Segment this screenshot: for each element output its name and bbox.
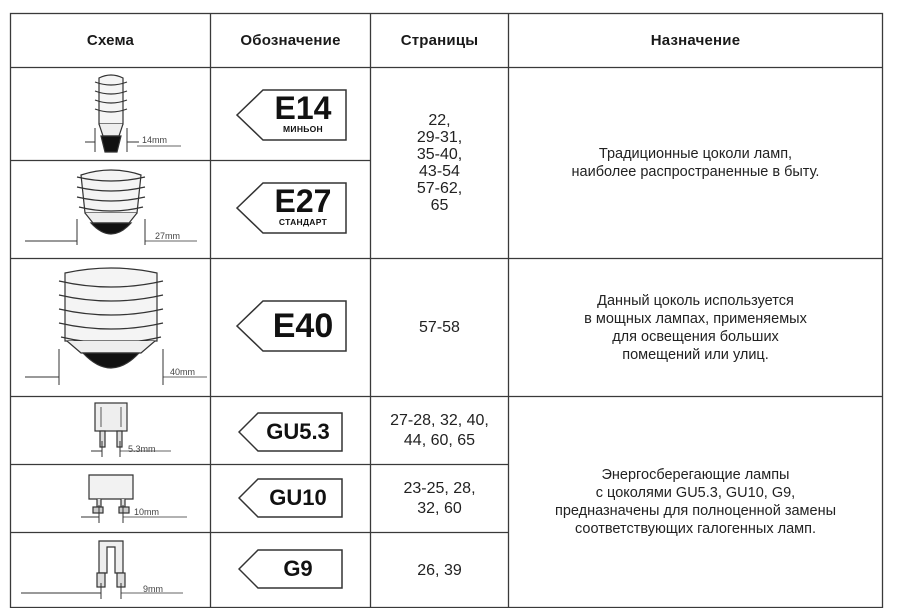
pages-line: 43-54	[419, 163, 460, 180]
pages-line: 65	[430, 197, 449, 214]
pages-e14-e27	[371, 68, 508, 258]
tag-gu53	[238, 412, 344, 452]
e27-dimension: 27mm	[155, 231, 181, 241]
purpose-line: с цоколями GU5.3, GU10, G9,	[595, 485, 796, 501]
pages-line: 32, 60	[417, 499, 462, 517]
pages-line: 57-62,	[416, 180, 463, 197]
tag-g9	[238, 549, 344, 589]
tag-e27	[236, 182, 348, 234]
purpose-line: Энергосберегающие лампы	[601, 467, 790, 483]
tag-e40	[236, 300, 348, 352]
tag-g9-label: G9	[283, 556, 313, 581]
g9-base-icon	[11, 533, 210, 607]
tag-gu10-label: GU10	[269, 485, 327, 510]
header-pages: Страницы	[400, 32, 479, 49]
e14-dimension: 14mm	[142, 135, 168, 145]
pages-line: 29-31,	[416, 129, 463, 146]
tag-gu53-label: GU5.3	[266, 419, 330, 444]
pages-gu53	[371, 397, 508, 464]
purpose-e40	[509, 259, 882, 396]
pages-line: 35-40,	[416, 146, 463, 163]
purpose-line: для освещения больших	[612, 328, 779, 345]
tag-e27-label: E27	[274, 183, 332, 219]
pages-g9: 26, 39	[417, 561, 462, 579]
purpose-line: помещений или улиц.	[622, 346, 769, 363]
purpose-halogen	[509, 397, 882, 607]
header-schema: Схема	[86, 32, 135, 49]
gu53-dimension: 5.3mm	[128, 444, 156, 454]
tag-e40-label: E40	[272, 307, 334, 345]
purpose-line: Традиционные цоколи ламп,	[598, 146, 793, 162]
e14-base-icon	[11, 68, 210, 160]
purpose-line: Данный цоколь используется	[597, 292, 794, 309]
pages-e40: 57-58	[419, 319, 460, 336]
tag-gu10	[238, 478, 344, 518]
purpose-e14-e27	[509, 68, 882, 258]
tag-e14-sublabel: МИНЬОН	[283, 124, 323, 134]
pages-line: 23-25, 28,	[403, 479, 476, 497]
pages-line: 22,	[428, 112, 451, 129]
tag-e14	[236, 89, 348, 141]
header-purpose: Назначение	[650, 32, 741, 49]
gu10-base-icon	[11, 465, 210, 532]
pages-line: 44, 60, 65	[403, 431, 476, 449]
purpose-line: предназначены для полноценной замены	[554, 503, 837, 519]
tag-e14-label: E14	[274, 90, 332, 126]
gu10-dimension: 10mm	[134, 507, 160, 517]
header-designation: Обозначение	[240, 32, 341, 49]
g9-dimension: 9mm	[143, 584, 163, 594]
e27-base-icon	[11, 161, 210, 258]
purpose-line: в мощных лампах, применяемых	[584, 310, 807, 327]
pages-line: 27-28, 32, 40,	[390, 411, 489, 429]
purpose-line: наиболее распространенные в быту.	[571, 164, 820, 180]
pages-gu10	[371, 465, 508, 532]
purpose-line: соответствующих галогенных ламп.	[574, 521, 817, 537]
gu53-base-icon	[11, 397, 210, 464]
tag-e27-sublabel: СТАНДАРТ	[278, 217, 328, 227]
e40-dimension: 40mm	[170, 367, 196, 377]
